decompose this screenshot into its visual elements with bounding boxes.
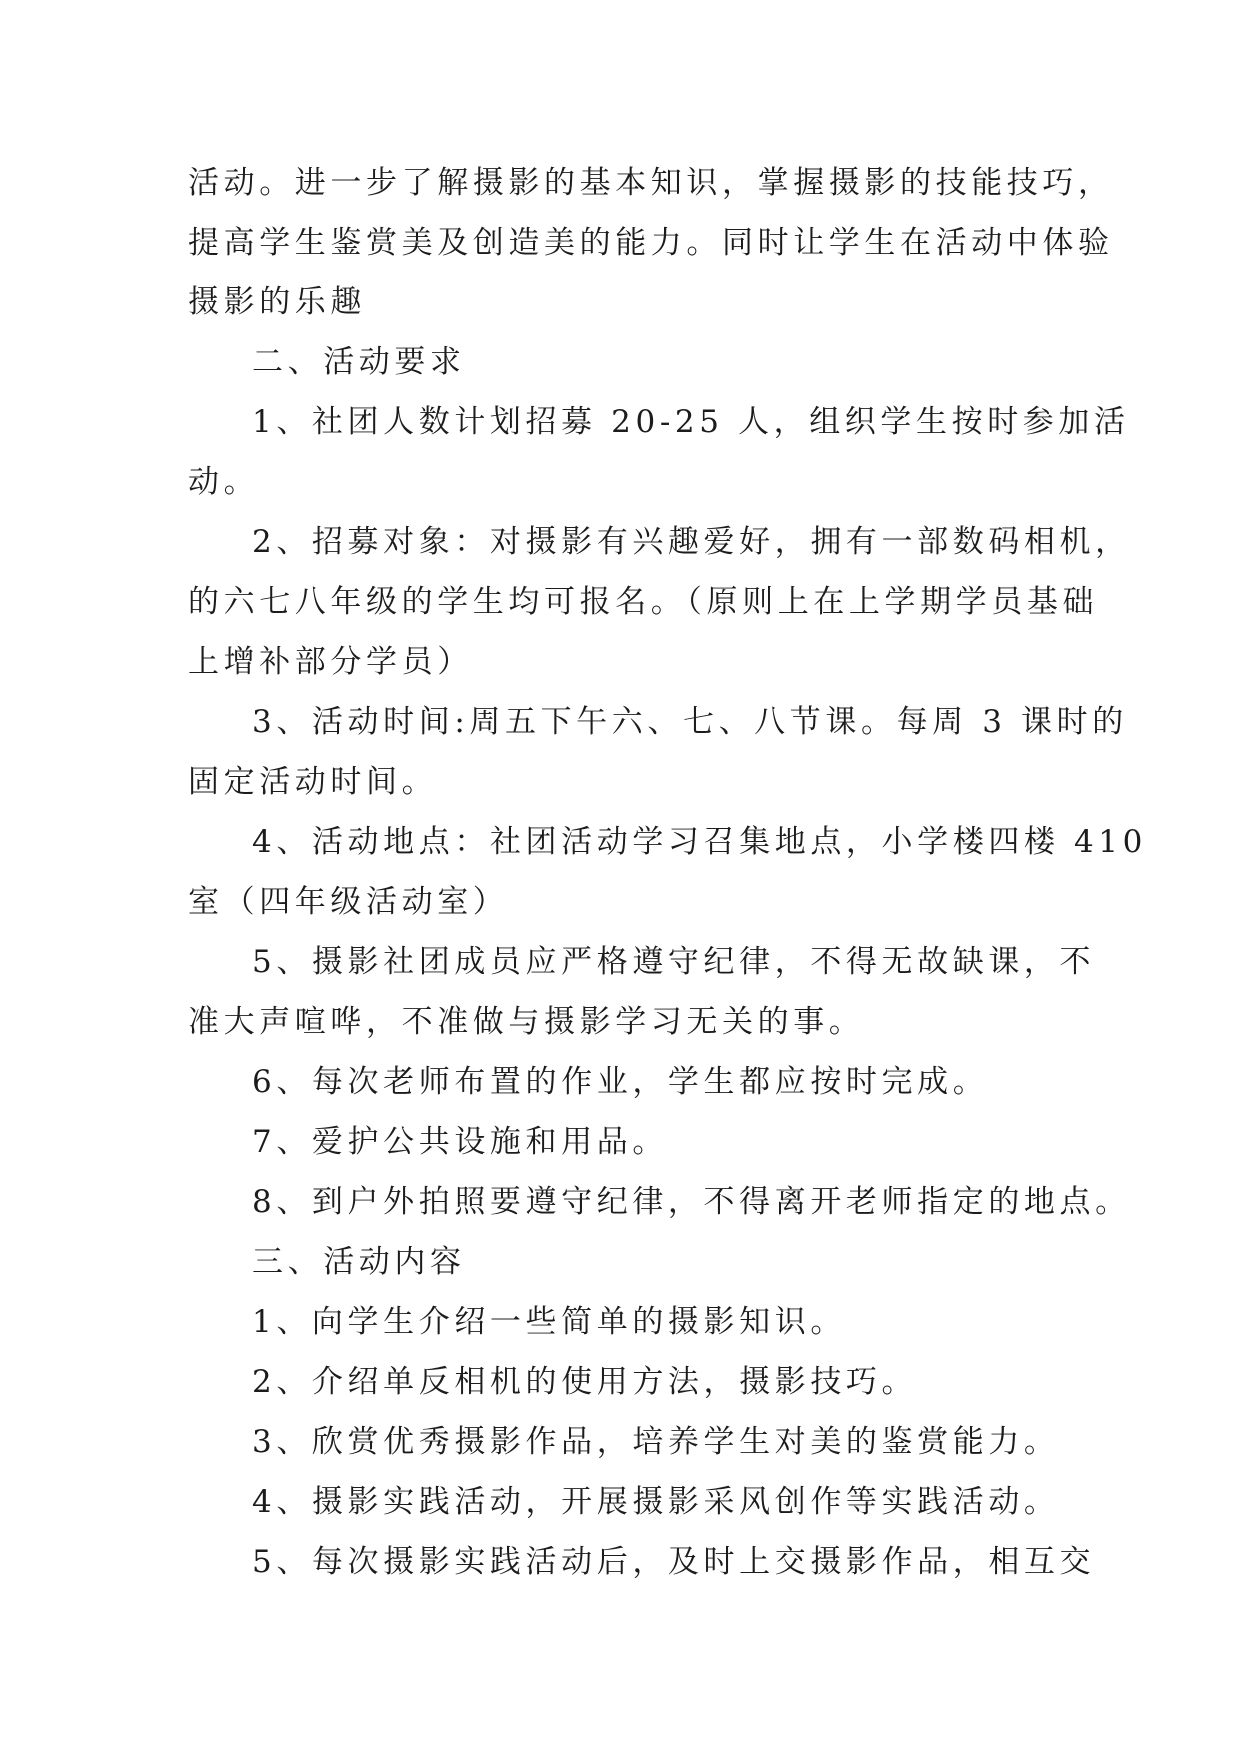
text-line-continuation: 的六七八年级的学生均可报名。（原则上在上学期学员基础 — [188, 584, 1099, 620]
content-item-2: 2、介绍单反相机的使用方法，摄影技巧。 — [252, 1364, 918, 1400]
list-item-6: 6、每次老师布置的作业，学生都应按时完成。 — [252, 1064, 989, 1100]
content-item-1: 1、向学生介绍一些简单的摄影知识。 — [252, 1304, 846, 1340]
text-line-continuation: 动。 — [188, 464, 260, 500]
section-heading-content: 三、活动内容 — [252, 1244, 466, 1280]
list-item-7: 7、爱护公共设施和用品。 — [252, 1124, 668, 1160]
list-item-1: 1、社团人数计划招募 20-25 人，组织学生按时参加活 — [252, 404, 1130, 440]
list-item-4: 4、活动地点：社团活动学习召集地点，小学楼四楼 410 — [252, 824, 1147, 860]
text-line-continuation: 固定活动时间。 — [188, 764, 438, 800]
content-item-3: 3、欣赏优秀摄影作品，培养学生对美的鉴赏能力。 — [252, 1424, 1060, 1460]
list-item-8: 8、到户外拍照要遵守纪律，不得离开老师指定的地点。 — [252, 1184, 1131, 1220]
text-line-continuation: 活动。进一步了解摄影的基本知识，掌握摄影的技能技巧， — [188, 165, 1114, 201]
section-heading-requirements: 二、活动要求 — [252, 344, 466, 380]
text-line-continuation: 准大声喧哗，不准做与摄影学习无关的事。 — [188, 1004, 865, 1040]
content-item-4: 4、摄影实践活动，开展摄影采风创作等实践活动。 — [252, 1484, 1060, 1520]
list-item-2: 2、招募对象：对摄影有兴趣爱好，拥有一部数码相机， — [252, 524, 1131, 560]
content-item-5: 5、每次摄影实践活动后，及时上交摄影作品，相互交 — [252, 1544, 1096, 1580]
list-item-3: 3、活动时间:周五下午六、七、八节课。每周 3 课时的 — [252, 704, 1128, 740]
text-line-continuation: 提高学生鉴赏美及创造美的能力。同时让学生在活动中体验 — [188, 225, 1114, 261]
text-line-continuation: 上增补部分学员） — [188, 644, 473, 680]
list-item-5: 5、摄影社团成员应严格遵守纪律，不得无故缺课，不 — [252, 944, 1096, 980]
text-line-continuation: 摄影的乐趣 — [188, 284, 366, 320]
text-line-continuation: 室（四年级活动室） — [188, 884, 509, 920]
